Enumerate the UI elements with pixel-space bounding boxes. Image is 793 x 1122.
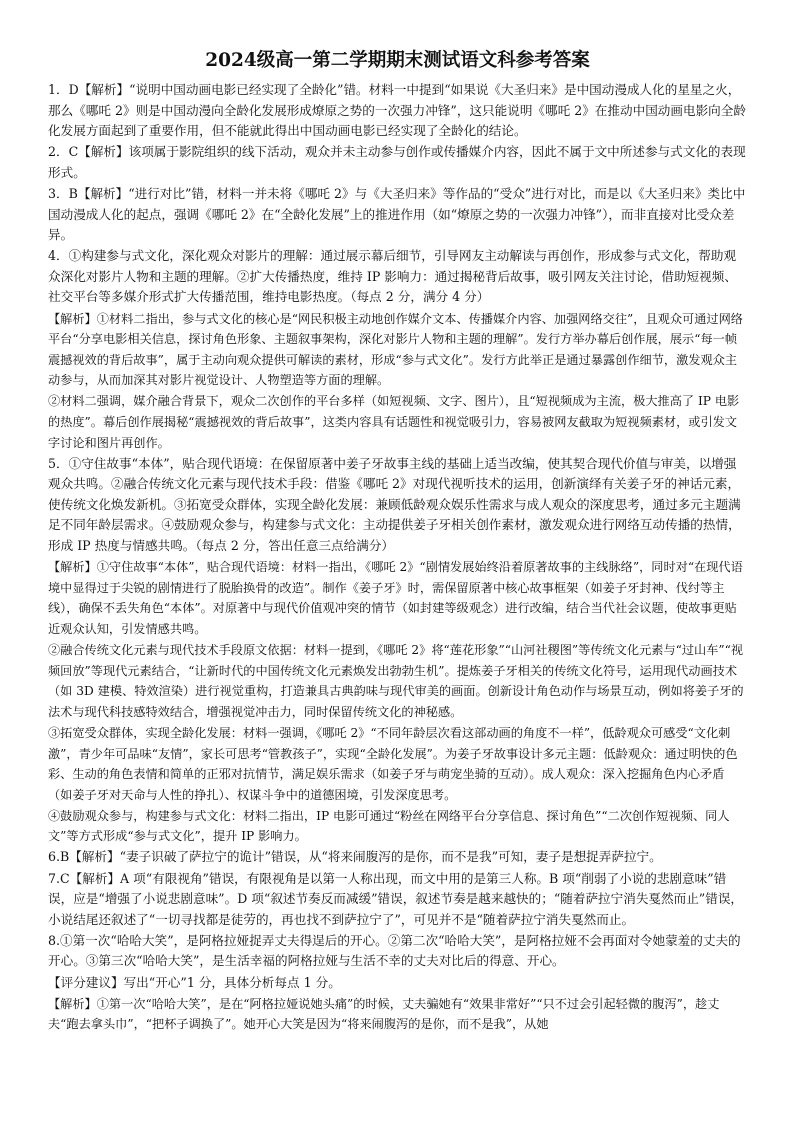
- answer-4-analysis-1: 【解析】①材料二指出，参与式文化的核心是“网民积极主动地创作媒介文本、传播媒介内容、加强网络交往”，且观众可通过网络平台“分享电影相关信息，探讨角色形象、主题叙事架构，深化对影片人物和主题的理解”。发行方举办幕后创作展，展示“每一帧震撼视效的背后故事”，属于主动向观众提供可解读的素材，形成“参与式文化”。发行方此举正是通过暴露创作细节，激发观众主动参与，从而加深其对影片视觉设计、人物塑造等方面的理解。: [48, 311, 743, 388]
- answer-8: 8.①第一次“哈哈大笑”，是阿格拉娅捉弄丈夫得逞后的开心。②第二次“哈哈大笑”，是阿格拉娅不会再面对令她蒙羞的丈夫的开心。③第三次“哈哈大笑”，是生活幸福的阿格拉娅与生活不幸的丈夫对比后的得意、开心。: [48, 932, 741, 969]
- answer-4: 4．①构建参与式文化，深化观众对影片的理解：通过展示幕后细节，引导网友主动解读与再创作，形成参与式文化，帮助观众深化对影片人物和主题的理解。②扩大传播热度，维持 IP 影响力：通过揭秘背后故事，吸引网友关注讨论，借助短视频、社交平台等多媒介形式扩大传播范围，维持电影热度。（每点 2 分，满分 4 分）: [48, 248, 737, 305]
- answer-3: 3．B【解析】“进行对比”错，材料一并未将《哪吒 2》与《大圣归来》等作品的“受众”进行对比，而是以《大圣归来》类比中国动漫成人化的起点，强调《哪吒 2》在“全龄化发展”上的推进作用（如“燎原之势的一次强力冲锋”），而非直接对比受众差异。: [48, 185, 746, 243]
- answer-7: 7.C【解析】A 项“有限视角”错误，有限视角是以第一人称出现，而文中用的是第三人称。B 项“削弱了小说的悲剧意味”错误，应是“增强了小说悲剧意味”。D 项“叙述节奏反而减缓”错误，叙述节奏是越来越快的；“随着萨拉宁消失戛然而止”错误，小说结尾还叙述了“一切寻找都是徒劳的，再也找不到萨拉宁了”，可见并不是“随着萨拉宁消失戛然而止。: [48, 870, 744, 927]
- answer-2: 2．C【解析】该项属于影院组织的线下活动，观众并未主动参与创作或传播媒介内容，因此不属于文中所述参与式文化的表现形式。: [48, 144, 746, 180]
- document-title: 2024级高一第二学期期末测试语文科参考答案: [205, 50, 590, 71]
- answer-5-analysis-1: 【解析】①守住故事“本体”，贴合现代语境：材料一指出，《哪吒 2》“剧情发展始终沿着原著故事的主线脉络”，同时对“在现代语境中显得过于尖锐的剧情进行了脱胎换骨的改造”。制作《姜子牙》时，需保留原著中核心故事框架（如姜子牙封神、伐纣等主线），确保不丢失角色“本体”。对原著中与现代价值观冲突的情节（如封建等级观念）进行改编，结合当代社会议题，使故事更贴近观众认知，引发情感共鸣。: [48, 560, 743, 636]
- answer-8-scoring: 【评分建议】写出“开心”1 分，具体分析每点 1 分。: [48, 974, 341, 990]
- answer-4-analysis-2: ②材料二强调，媒介融合背景下，观众二次创作的平台多样（如短视频、文字、图片），且“短视频成为主流，极大推高了 IP 电影的热度”。幕后创作展揭秘“震撼视效的背后故事”，这类内容具有话题性和视觉吸引力，容易被网友截取为短视频素材，或引发文字讨论和图片再创作。: [48, 394, 740, 450]
- answer-6: 6.B【解析】“妻子识破了萨拉宁的诡计”错误，从“将来闹腹泻的是你，而不是我”可知，妻子是想捉弄萨拉宁。: [48, 849, 662, 865]
- answer-5: 5．①守住故事“本体”，贴合现代语境：在保留原著中姜子牙故事主线的基础上适当改编，使其契合现代价值与审美，以增强观众共鸣。②融合传统文化元素与现代技术手段：借鉴《哪吒 2》对现代视听技术的运用，创新演绎有关姜子牙的神话元素，使传统文化焕发新机。③拓宽受众群体，实现全龄化发展：兼顾低龄观众娱乐性需求与成人观众的深度思考，通过多元主题满足不同年龄层需求。④鼓励观众参与，构建参与式文化：主动提供姜子牙相关创作素材，激发观众进行网络互动传播的热情，形成 IP 热度与情感共鸣。（每点 2 分，答出任意三点给满分）: [48, 455, 741, 554]
- answer-5-analysis-4: ④鼓励观众参与，构建参与式文化：材料二指出，IP 电影可通过“粉丝在网络平台分享信息、探讨角色”“二次创作短视频、同人文”等方式形成“参与式文化”，提升 IP 影响力。: [48, 808, 730, 844]
- answer-5-analysis-3: ③拓宽受众群体，实现全龄化发展：材料一强调，《哪吒 2》“不同年龄层次看这部动画的角度不一样”，低龄观众可感受“文化刺激”，青少年可品味“友情”，家长可思考“管教孩子”，实现“全龄化发展”。为姜子牙故事设计多元主题：低龄观众：通过明快的色彩、生动的角色表情和简单的正邪对抗情节，满足娱乐需求（如姜子牙与萌宠坐骑的互动）。成人观众：深入挖掘角色内心矛盾（如姜子牙对天命与人性的挣扎）、权谋斗争中的道德困境，引发深度思考。: [48, 725, 738, 802]
- answer-8-analysis: 【解析】①第一次“哈哈大笑”，是在“阿格拉娅说她头痛”的时候，丈夫骗她有“效果非常好”“只不过会引起轻微的腹泻”，趁丈夫“跑去拿头巾”，“把杯子调换了”。她开心大笑是因为“将来闹腹泻的是你，而不是我”，从她: [48, 996, 720, 1032]
- answer-1: 1．D【解析】“说明中国动画电影已经实现了全龄化”错。材料一中提到“如果说《大圣归来》是中国动漫成人化的星星之火，那么《哪吒 2》则是中国动漫向全龄化发展形成燎原之势的一次强力冲锋”，这只能说明《哪吒 2》在推动中国动画电影向全龄化发展方面起到了重要作用，但不能就此得出中国动画电影已经实现了全龄化的结论。: [48, 82, 746, 139]
- answer-5-analysis-2: ②融合传统文化元素与现代技术手段原文依据：材料一提到，《哪吒 2》将“莲花形象”“山河社稷图”等传统文化元素与“过山车”“视频回放”等现代元素结合，“让新时代的中国传统文化元素焕发出勃勃生机”。提炼姜子牙相关的传统文化符号，运用现代动画技术（如 3D 建模、特效渲染）进行视觉重构，打造兼具古典韵味与现代审美的画面。创新设计角色动作与场景互动，例如将姜子牙的法术与现代科技感特效结合，增强视觉冲击力，同时保留传统文化的神秘感。: [48, 643, 744, 719]
